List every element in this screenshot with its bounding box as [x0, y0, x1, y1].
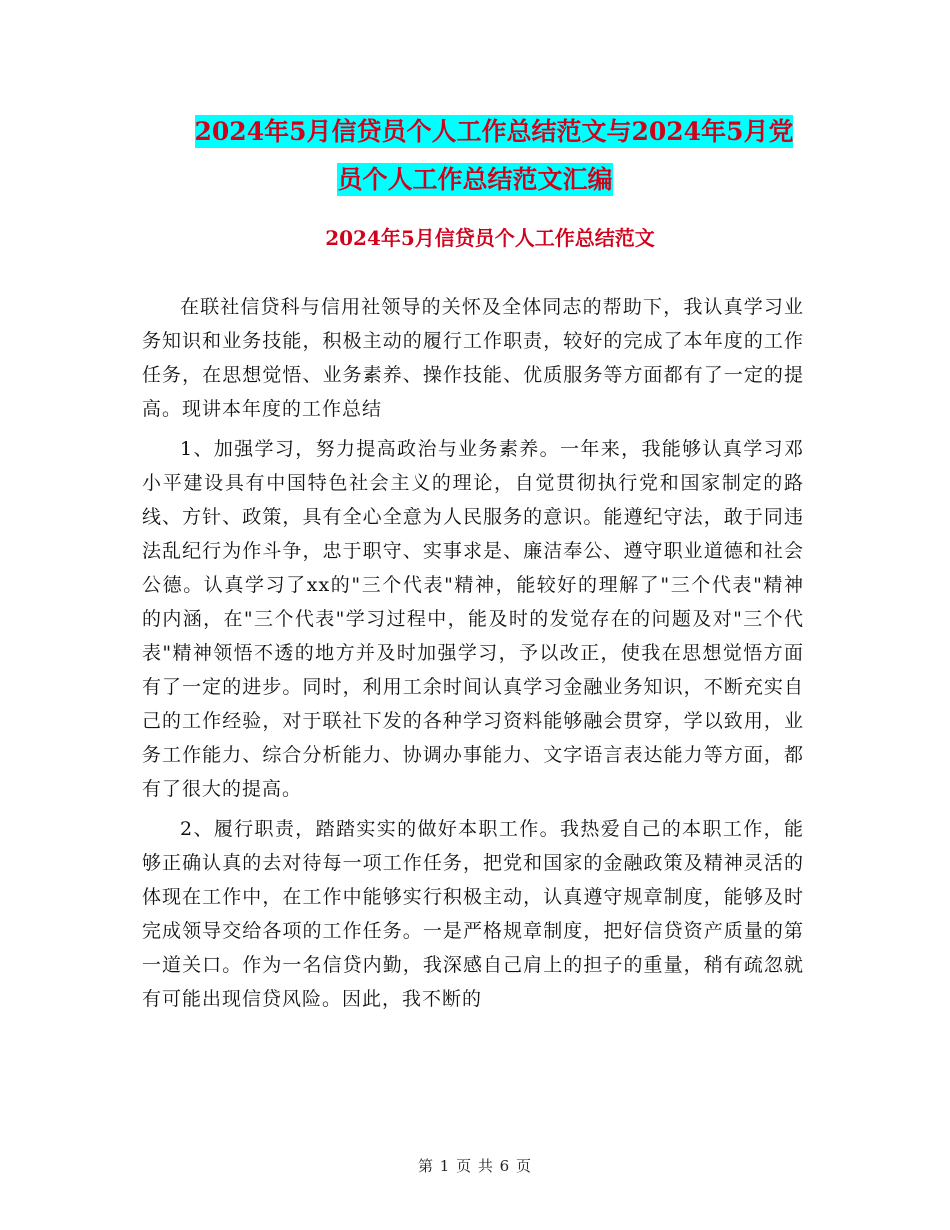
document-body: [142, 290, 804, 1022]
title-line-2: 员个人工作总结范文汇编: [337, 165, 613, 194]
page-footer: 第 1 页 共 6 页: [418, 1157, 532, 1175]
paragraph-intro: 在联社信贷科与信用社领导的关怀及全体同志的帮助下，我认真学习业务知识和业务技能，积极主动的履行工作职责，较好的完成了本年度的工作任务，在思想觉悟、业务素养、操作技能、优质服务等方面都有了一定的提高。现讲本年度的工作总结: [142, 296, 804, 420]
title-line-1: 2024年5月信贷员个人工作总结范文与2024年5月党: [194, 117, 794, 146]
section-heading: 2024年5月信贷员个人工作总结范文: [325, 226, 655, 250]
paragraph-1: 1、加强学习，努力提高政治与业务素养。一年来，我能够认真学习邓小平建设具有中国特色社会主义的理论，自觉贯彻执行党和国家制定的路线、方针、政策，具有全心全意为人民服务的意识。能遵纪守法，敢于同违法乱纪行为作斗争，忠于职守、实事求是、廉洁奉公、遵守职业道德和社会公德。认真学习了xx的"三个代表"精神，能较好的理解了"三个代表"精神的内涵，在"三个代表"学习过程中，能及时的发觉存在的问题及对"三个代表"精神领悟不透的地方并及时加强学习，予以改正，使我在思想觉悟方面有了一定的进步。同时，利用工余时间认真学习金融业务知识，不断充实自己的工作经验，对于联社下发的各种学习资料能够融会贯穿，学以致用，业务工作能力、综合分析能力、协调办事能力、文字语言表达能力等方面，都有了很大的提高。: [142, 438, 804, 800]
paragraph-2: 2、履行职责，踏踏实实的做好本职工作。我热爱自己的本职工作，能够正确认真的去对待每一项工作任务，把党和国家的金融政策及精神灵活的体现在工作中，在工作中能够实行积极主动，认真遵守规章制度，能够及时完成领导交给各项的工作任务。一是严格规章制度，把好信贷资产质量的第一道关口。作为一名信贷内勤，我深感自己肩上的担子的重量，稍有疏忽就有可能出现信贷风险。因此，我不断的: [142, 818, 804, 1010]
document-title: [0, 108, 950, 204]
